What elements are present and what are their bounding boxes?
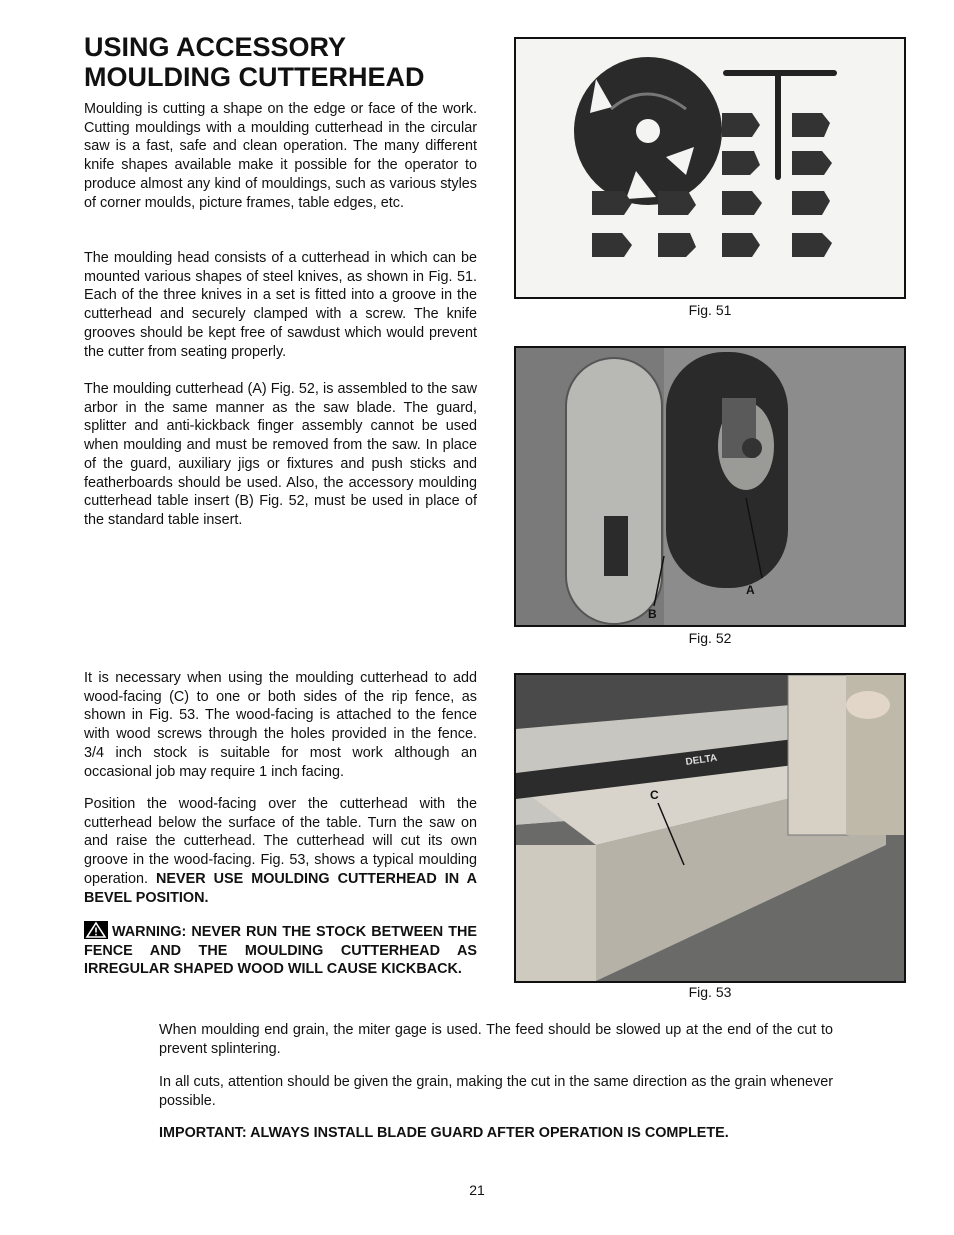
- fig51-image: [514, 37, 906, 299]
- workpiece-icon: [788, 675, 904, 835]
- svg-text:DELTA: DELTA: [684, 752, 718, 768]
- fig51-caption: Fig. 51: [688, 302, 732, 318]
- fig52-label-b: B: [648, 607, 657, 621]
- fig53-label-c: C: [650, 788, 659, 802]
- wood-facing-paragraph: It is necessary when using the moulding cutterhead to add wood-facing (C) to one or both sides of the rip fence, as shown in Fig. 53. The wood-facing is attached to the fence with wood screws through the holes provided in the fence. 3/4 inch stock is suitable for most work although an occasional job may require 1 inch facing.: [84, 670, 477, 780]
- kickback-warning: [84, 921, 477, 979]
- warning-text: WARNING: NEVER RUN THE STOCK BETWEEN THE FENCE AND THE MOULDING CUTTERHEAD AS IRREGULAR SHAPED WOOD WILL CAUSE KICKBACK.: [84, 924, 477, 978]
- page-title: USING ACCESSORY MOULDING CUTTERHEAD: [84, 32, 425, 92]
- moulding-head-paragraph: The moulding head consists of a cutterhead in which can be mounted various shapes of steel knives, as shown in Fig. 51. Each of the three knives in a set is fitted into a groove in the cutterhead and securely clamped with a screw. The knife grooves should be kept free of sawdust which would prevent the cutter from seating properly.: [84, 250, 477, 360]
- fig53-image: [514, 673, 906, 983]
- cutterhead-icon: [574, 57, 722, 205]
- important-notice: IMPORTANT: ALWAYS INSTALL BLADE GUARD AFTER OPERATION IS COMPLETE.: [159, 1125, 729, 1141]
- page-number: 21: [469, 1182, 485, 1198]
- grain-paragraph: In all cuts, attention should be given the grain, making the cut in the same direction as the grain whenever possible.: [159, 1074, 833, 1109]
- end-grain-paragraph: When moulding end grain, the miter gage is used. The feed should be slowed up at the end of the cut to prevent splintering.: [159, 1022, 833, 1057]
- cutterhead-opening-icon: [666, 352, 788, 588]
- warning-icon: [84, 921, 108, 939]
- fig52-image: [514, 346, 906, 627]
- table-insert-icon: [566, 358, 662, 624]
- position-paragraph: [84, 795, 477, 907]
- intro-paragraph: Moulding is cutting a shape on the edge or face of the work. Cutting mouldings with a moulding cutterhead in the circular saw is a fast, safe and clean operation. The many different knife shapes available make it possible for the operator to produce almost any kind of mouldings, such as various styles of corner moulds, picture frames, table edges, etc.: [84, 101, 477, 211]
- position-text: Position the wood-facing over the cutterhead with the cutterhead below the surface of the table. Turn the saw on and raise the cutterhead. The cutterhead will cut its own groove in the wood-facing. Fig. 53, shows a typical moulding operation.: [84, 796, 477, 887]
- fig53-caption: Fig. 53: [688, 984, 732, 1000]
- bevel-warning-text: NEVER USE MOULDING CUTTERHEAD IN A BEVEL POSITION.: [84, 870, 477, 906]
- fig52-caption: Fig. 52: [688, 630, 732, 646]
- fig52-label-a: A: [746, 583, 755, 597]
- assembly-paragraph: The moulding cutterhead (A) Fig. 52, is assembled to the saw arbor in the same manner as the saw blade. The guard, splitter and anti-kickback finger assembly cannot be used when moulding and must be removed from the saw. In place of the guard, auxiliary jigs or fixtures and push sticks and featherboards should be used. Also, the accessory moulding cutterhead table insert (B) Fig. 52, must be used in place of the standard table insert.: [84, 381, 477, 528]
